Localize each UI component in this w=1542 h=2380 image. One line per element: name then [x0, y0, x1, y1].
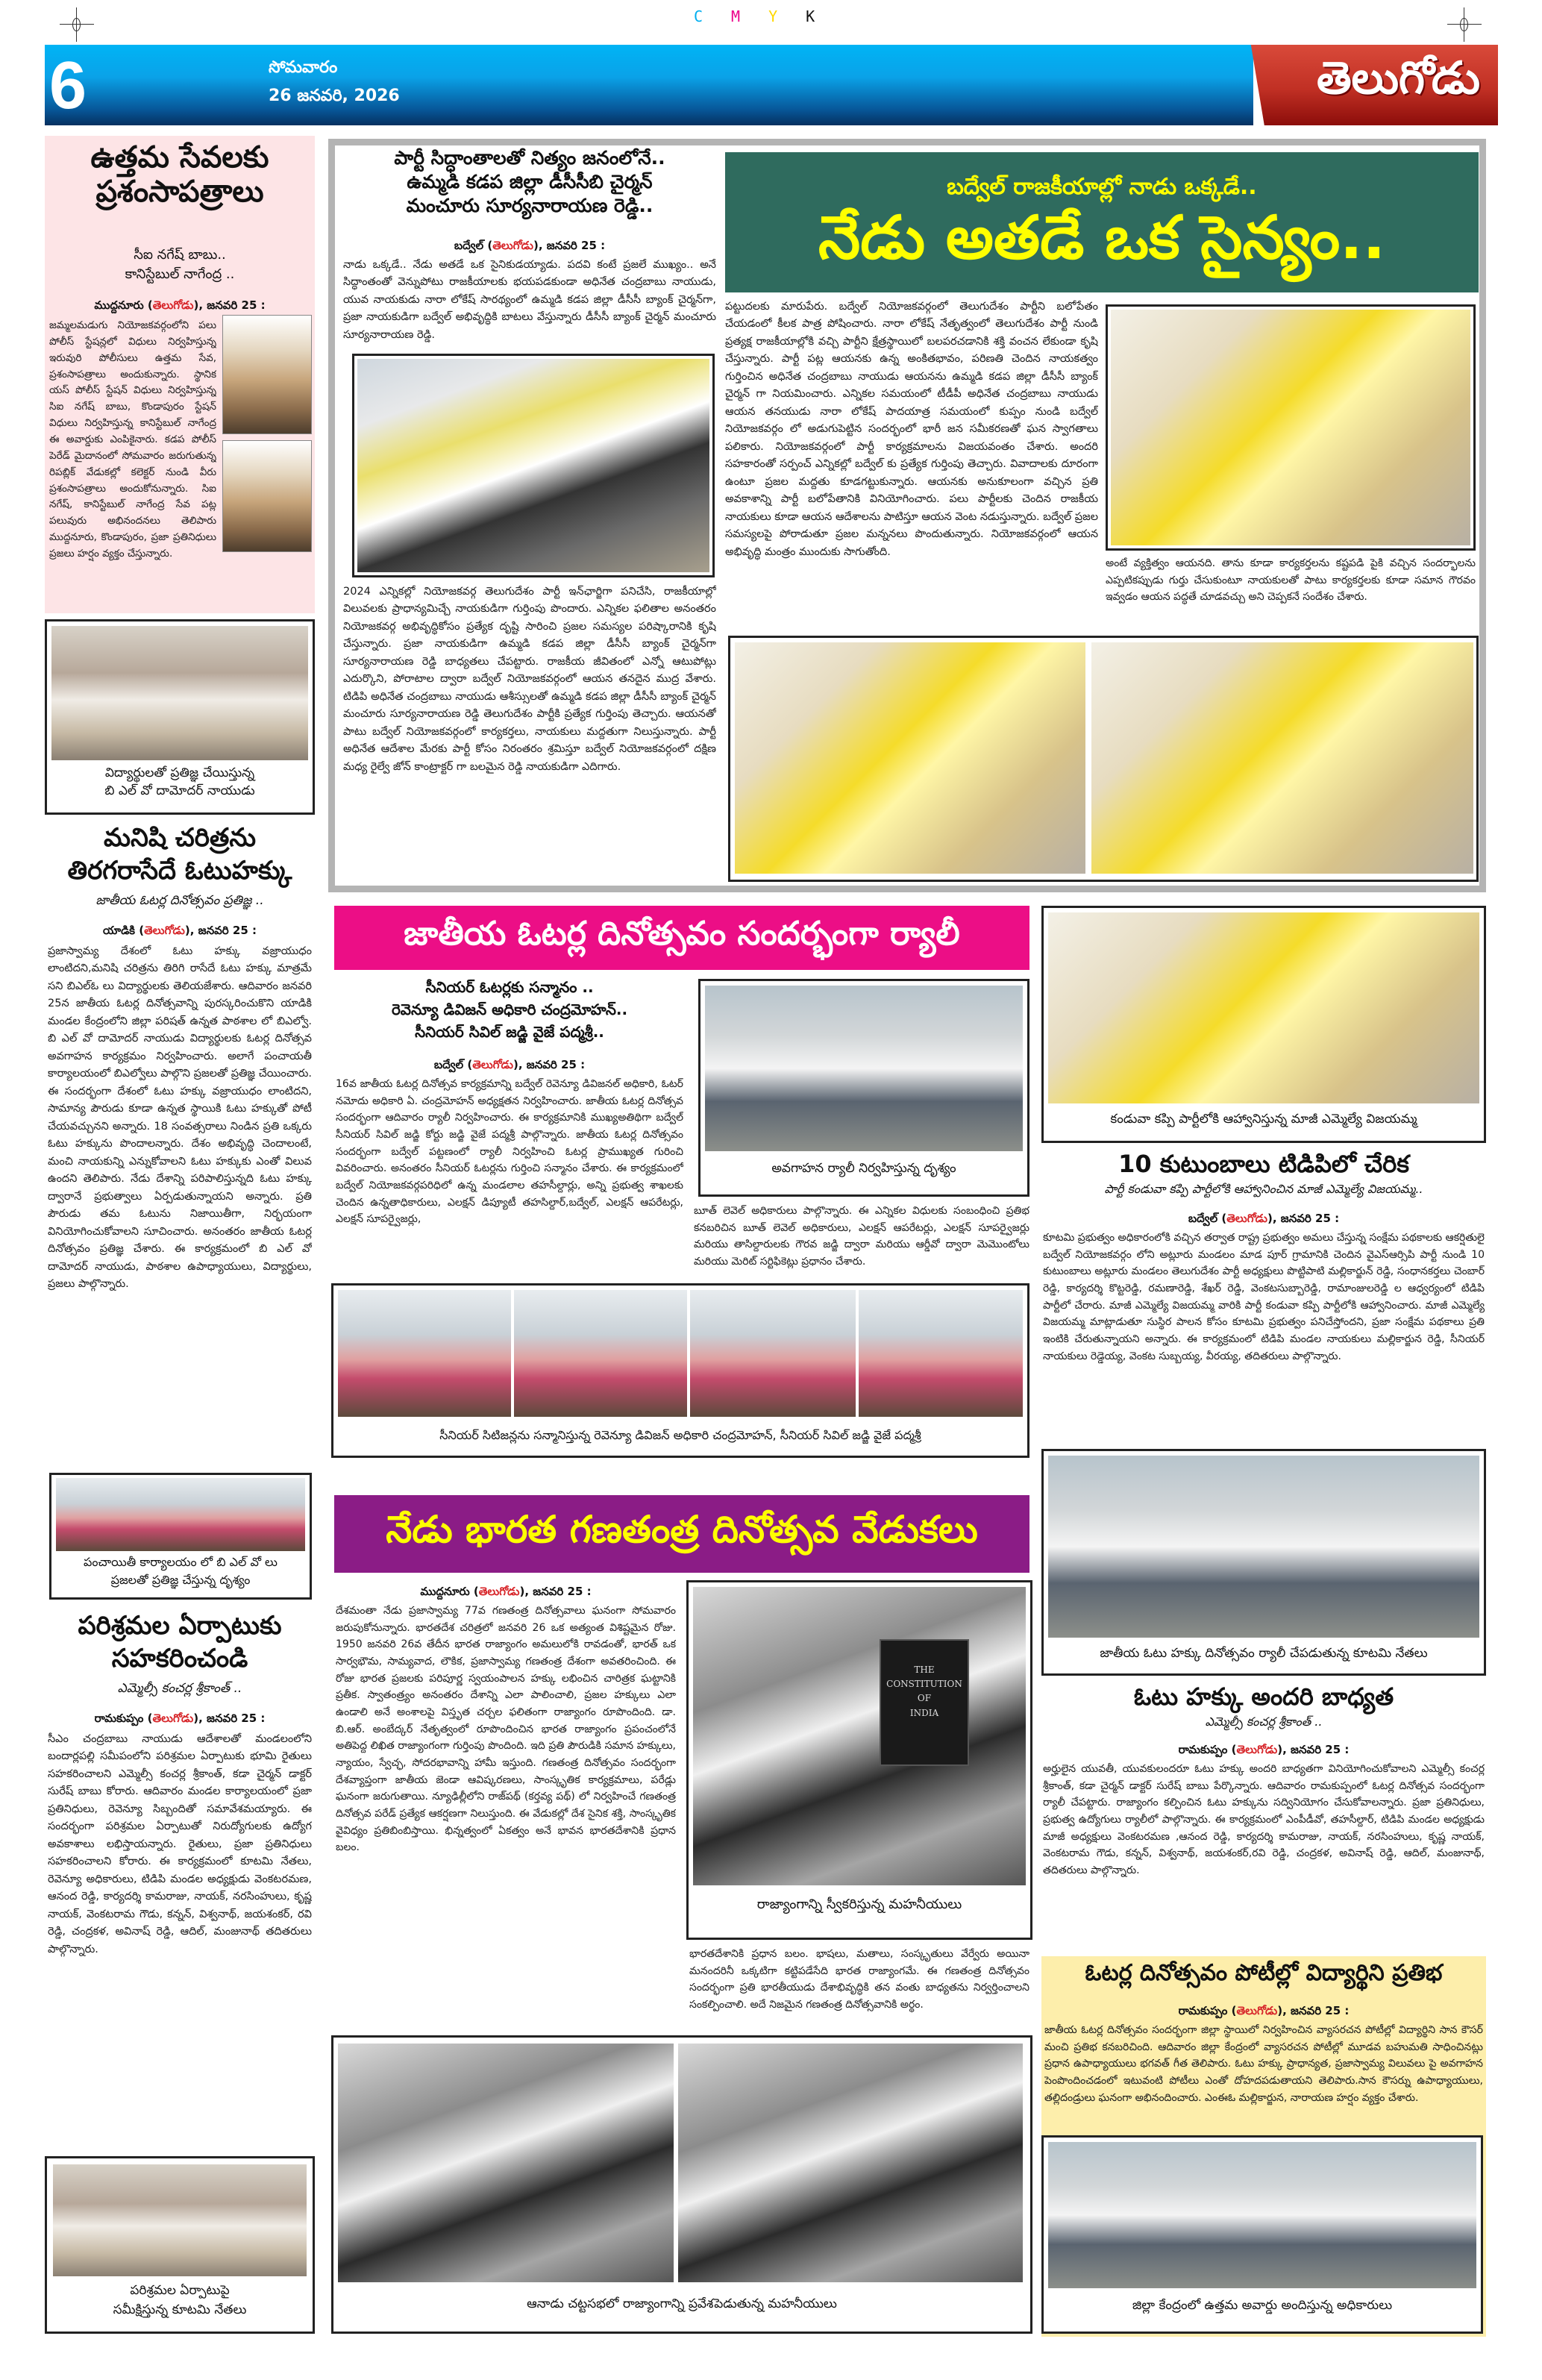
panchayat-pledge-photo	[56, 1478, 305, 1551]
vote-duty-subhead: ఎమ్మెల్సీ కంచర్ల శ్రీకాంత్ ..	[1205, 1714, 1323, 1729]
industries-headline-1: పరిశ్రమల ఏర్పాటుకు	[78, 1611, 282, 1641]
dateline-place: ముద్దనూరు	[94, 298, 144, 312]
dateline-date: జనవరి 25 :	[533, 1585, 592, 1598]
vote-duty-dateline: రామకుప్పం (తెలుగోడు), జనవరి 25 :	[1178, 1743, 1350, 1756]
sainyam-banner	[725, 152, 1479, 292]
dccb-lead: నాడు ఒక్కడే.. నేడు అతడే ఒక సైనికుడయ్యాడు. పదవి కంటే ప్రజలే ముఖ్యం.. అనే సిద్ధాంతంతో వెన్నుపోటు రాజకీయాలకు భయపడకుండా అధినేత చంద్రబాబు నాయుడు, యువ నాయకుడు నారా లోకేష్ సారథ్యంలో ఉమ్మడి కడప జిల్లా డీసీసీ బ్యాంక్ చైర్మన్‌గా, ప్రజా నాయకుడిగా బద్వేల్ అభివృద్ధికి బాటలు వేస్తున్నారు డీసీసీ బ్యాంక్ చైర్మన్ మంచూరు సూర్యనారాయణ రెడ్డి.	[343, 259, 716, 341]
dateline-source: తెలుగోడు	[152, 1712, 194, 1725]
dateline-place: యాడికి	[102, 924, 136, 937]
dateline-date: జనవరి 25 :	[198, 924, 257, 937]
panchayat-caption-1: పంచాయితీ కార్యాలయం లో బి ఎల్ వో లు	[84, 1555, 278, 1569]
sainyam-kicker: బద్వేల్ రాజకీయాల్లో నాడు ఒక్కడే..	[947, 174, 1257, 200]
registration-mark-right	[1447, 7, 1482, 42]
senior-citizen-photo-1	[338, 1290, 511, 1417]
vote-history-body: ప్రజాస్వామ్య దేశంలో ఓటు హక్కు వజ్రాయుధం లాంటిదని,మనిషి చరిత్రను తిరిగి రాసేదే ఓటు హక్కు మాత్రమే సని బిఎల్ఓ లు విద్యార్థులకు తెలియజేశారు. ఆదివారం జనవరి 25న జాతీయ ఓటర్ల దినోత్సవాన్ని పురస్కరించుకొని యాడికి మండల కేంద్రంలోని జిల్లా పరిషత్ ఉన్నత పాఠశాల లో బిఎల్వో. బి ఎల్ వో దామోదర్ నాయుడు విద్యార్థులకు ఓటర్ల దినోత్సవ అవగాహన కార్యక్రమం నిర్వహించారు. అలాగే పంచాయతీ కార్యాలయంలో బిఎల్వోలు పాల్గొని ప్రజలతో ప్రతిజ్ఞ చేయించారు. ఈ సందర్భంగా దేశంలో ఓటు హక్కు వజ్రాయుధం లాంటిదని, సామాన్య పౌరుడు కూడా ఉన్నత స్థాయికి ఓటు హక్కుతో పోటీ చేయవచ్చునని అన్నారు. 18 సంవత్సరాలు నిండిన ప్రతి ఒక్కరు ఓటు హక్కును పొందాలన్నారు. దేశం అభివృద్ధి చెందాలంటే, మంచి నాయకున్ని ఎన్నుకోవాలని ఓటు హక్కుకు ఎంతో విలువ ఉందని తెలిపారు. నేడు దేశాన్ని పరిపాలిస్తున్నది ఓటు హక్కు ద్వారానే ప్రభుత్వాలు ఏర్పడుతున్నాయని అన్నారు. ప్రతి పౌరుడు తమ ఓటును నిజాయితీగా, నిర్భయంగా వినియోగించుకోవాలని సూచించారు. అనంతరం జాతీయ ఓటర్ల దినోత్సవం ప్రతిజ్ఞ చేశారు. ఈ కార్యక్రమంలో బి ఎల్ వో దామోదర్ నాయుడు, పాఠశాల ఉపాధ్యాయులు, విద్యార్థులు, ప్రజలు పాల్గొన్నారు.	[48, 945, 312, 1291]
assembly-photos-box	[331, 2035, 1032, 2334]
dateline-source: తెలుగోడు	[1236, 2004, 1278, 2017]
police-awards-dateline: ముద్దనూరు (తెలుగోడు), జనవరి 25 :	[94, 298, 266, 312]
pledge-caption-2: బి ఎల్ వో దామోదర్ నాయుడు	[104, 783, 255, 798]
dateline-source: తెలుగోడు	[144, 924, 185, 937]
dateline-place: రామకుప్పం	[1178, 1743, 1228, 1756]
student-talent-article	[1041, 1956, 1486, 2337]
student-award-photo-box	[1041, 2135, 1483, 2334]
book-text-constitution: CONSTITUTION	[886, 1679, 962, 1690]
industries-body: సీఎం చంద్రబాబు నాయుడు ఆదేశాలతో మండలంలోని బందార్లపల్లి సమీపంలోని పరిశ్రమల ఏర్పాటుకు భూమి రైతులు సహకరించాలని ఎమ్మెల్సీ కంచర్ల శ్రీకాంత్, కడా చైర్మన్ డాక్టర్ సురేష్ బాబు కోరారు. ఆదివారం మండల కార్యాలయంలో ప్రజా ప్రతినిధులు, రెవెన్యూ సిబ్బందితో సమావేశమయ్యారు. ఈ సందర్భంగా పరిశ్రమల ఏర్పాటుతో నిరుద్యోగులకు ఉద్యోగ అవకాశాలు లభిస్తాయన్నారు. రైతులు, ప్రజా ప్రతినిధులు సహకరించాలని కోరారు. ఈ కార్యక్రమంలో కూటమి నేతలు, రెవెన్యూ అధికారులు, టిడిపి మండల అధ్యక్షుడు వెంకటరమణ, ఆనంద రెడ్డి, కార్యదర్శి కామరాజు, నాయక్, నరసింహులు, కృష్ణ నాయక్, వెంకటరామ గౌడు, కన్నన్, విశ్వనాథ్, జయశంకర్, రవి రెడ్డి, చంద్రకళ, అవినాష్ రెడ్డి, ఆదిల్, మంజునాథ్ తదితరులు పాల్గొన్నారు.	[48, 1733, 312, 1955]
constitution-photo-caption: రాజ్యాంగాన్ని స్వీకరిస్తున్న మహనీయులు	[756, 1897, 962, 1912]
assembly-photo-2	[678, 2044, 1023, 2282]
page-number: 6	[49, 48, 87, 123]
industries-caption-1: పరిశ్రమల ఏర్పాటుపై	[130, 2283, 230, 2298]
party-rally-photo-2	[1091, 642, 1473, 874]
industries-dateline: రామకుప్పం (తెలుగోడు), జనవరి 25 :	[94, 1712, 266, 1725]
tdp-joining-dateline: బద్వేల్ (తెలుగోడు), జనవరి 25 :	[1188, 1212, 1340, 1225]
pledge-caption-1: విద్యార్థులతో ప్రతిజ్ఞ చేయిస్తున్న	[104, 765, 255, 780]
industries-review-photo	[53, 2164, 307, 2276]
book-text-the: THE	[914, 1665, 935, 1675]
party-rally-photo-1	[735, 642, 1085, 874]
chairman-portrait-photo	[1111, 310, 1470, 545]
republic-day-banner: నేడు భారత గణతంత్ర దినోత్సవ వేడుకలు	[334, 1495, 1029, 1573]
tdp-joining-subhead: పార్టీ కండువా కప్పి పార్టీలోకి ఆహ్వానించిన మాజీ ఎమ్మెల్యే విజయమ్మ..	[1104, 1182, 1423, 1196]
sainyam-body: పట్టుదలకు మారుపేరు. బద్వేల్ నియోజకవర్గంలో తెలుగుదేశం పార్టీని బలోపేతం చేయడంలో కీలక పాత్ర పోషించారు. నారా లోకేష్ నేతృత్వంలో తెలుగుదేశం పార్టీ నుండి ప్రత్యక్ష రాజకీయాల్లోకి వచ్చి పార్టీని క్షేత్రస్థాయిలో బలపరచడానికి శక్తి వంచన లేకుండా కృషి చేస్తున్నారు. పార్టీ పట్ల ఆయనకు ఉన్న అంకితభావం, పరిణతి చెందిన నాయకత్వం గుర్తించిన అధినేత చంద్రబాబు నాయుడు ఆయనను ఉమ్మడి కడప జిల్లా డీసీసీ బ్యాంక్ చైర్మన్ గా నియమించారు. ఎన్నికల సమయంలో టీడీపీ అధినేత చంద్రబాబు నాయుడు ఆయన తనయుడు నారా లోకేష్ పాదయాత్ర సమయంలో కుప్పం నుండి బద్వేల్ నియోజకవర్గం లో అడుగుపెట్టిన సందర్భంలో భారీ జన సమీకరణతో ఘన స్వాగతాలు పలికారు. నియోజకవర్గంలో పార్టీ కార్యక్రమాలను విజయవంతం చేశారు. అందరి సహకారంతో సర్పంచ్ ఎన్నికల్లో బద్వేల్ కు ప్రత్యేక గుర్తింపు తెచ్చారు. వివాదాలకు దూరంగా ఉంటూ ప్రజల మద్దతు కూడగట్టుకున్నారు. ఆయనకు అనుకూలంగా వచ్చిన ప్రతి అవకాశాన్ని పార్టీ బలోపేతానికి వినియోగించారు. పలు పార్టీలకు చెందిన రాజకీయ నాయకులు కూడా ఆయన ఆదేశాలను పాటిస్తూ ఆయన వెంట నడుస్తున్నారు. బద్వేల్ ప్రజల సమస్యలపై పోరాడుతూ ప్రజల మన్ననలు పొందుతున్నారు. నియోజకవర్గంలో ఆయన అభివృద్ధి మంత్రం ముందుకు సాగుతోంది.	[725, 301, 1098, 558]
dccb-headline-2: ఉమ్మడి కడప జిల్లా డీసీసీబి చైర్మన్	[407, 171, 653, 192]
dateline-place: ముద్దనూరు	[420, 1585, 470, 1598]
dccb-chairman-rally-photo	[357, 359, 709, 572]
registration-mark-left	[60, 7, 94, 42]
voters-rally-subhead-1: సీనియర్ ఓటర్లకు సన్మానం ..	[425, 978, 594, 996]
tdp-joining-photo	[1048, 912, 1479, 1103]
tdp-joining-headline: 10 కుటుంబాలు టిడిపిలో చేరిక	[1118, 1150, 1409, 1178]
dccb-dateline: బద్వేల్ (తెలుగోడు), జనవరి 25 :	[454, 239, 606, 252]
cmyk-m: M	[731, 7, 769, 25]
republic-day-body-cont: భారతదేశానికి ప్రధాన బలం. భాషలు, మతాలు, సంస్కృతులు వేర్వేరు అయినా మనందరినీ ఒక్కటిగా కట్టిపడేసేది భారత రాజ్యాంగమే. ఈ గణతంత్ర దినోత్సవం సందర్భంగా ప్రతి భారతీయుడు దేశాభివృద్ధికి తన వంతు బాధ్యతను నిర్వర్తించాలని సంకల్పించాలి. అదే నిజమైన గణతంత్ర దినోత్సవానికి అర్థం.	[689, 1948, 1029, 2011]
awareness-rally-photo-box	[698, 979, 1029, 1197]
dateline-date: జనవరి 25 :	[207, 1712, 266, 1725]
student-award-caption: జిల్లా కేంద్రంలో ఉత్తమ అవార్డు అందిస్తున్న అధికారులు	[1132, 2298, 1393, 2313]
panchayat-photo-box	[49, 1473, 312, 1600]
masthead-blue-band	[45, 45, 1253, 125]
police-awards-subhead-1: సీఐ నగేష్ బాబు..	[134, 247, 226, 263]
dateline-place: రామకుప్పం	[1178, 2004, 1228, 2017]
constitution-photo-box	[686, 1580, 1032, 1940]
voters-rally-subhead-3: సీనియర్ సివిల్ జడ్జి వైజే పద్మశ్రీ..	[415, 1023, 604, 1041]
industries-caption-2: సమీక్షిస్తున్న కూటమి నేతలు	[113, 2302, 247, 2317]
senior-citizen-photo-2	[514, 1290, 687, 1417]
dateline-place: బద్వేల్	[1188, 1212, 1218, 1225]
cmyk-y: Y	[768, 7, 806, 25]
republic-day-body: దేశమంతా నేడు ప్రజాస్వామ్య 77వ గణతంత్ర దినోత్సవాలు ఘనంగా సోమవారం జరుపుకోనున్నారు. భారతదేశ చరిత్రలో జనవరి 26 ఒక అత్యంత విశిష్టమైన రోజు. 1950 జనవరి 26వ తేదీన భారత రాజ్యాంగం అమలులోకి రావడంతో, భారత్ ఒక సార్వభౌమ, సామ్యవాద, లౌకిక, ప్రజాస్వామ్య గణతంత్ర దేశంగా అవతరించింది. ఈ రోజు భారత ప్రజలకు పరిపూర్ణ స్వయంపాలన హక్కు లభించిన చారిత్రక ఘట్టానికి ప్రతీక. స్వాతంత్ర్యం అనంతరం దేశాన్ని ఎలా పాలించాలి, ప్రజల హక్కులు ఎలా ఉండాలి అనే అంశాలపై విస్తృత చర్చల ఫలితంగా రాజ్యాంగం రూపొందింది. డా. బి.ఆర్. అంబేద్కర్ నేతృత్వంలో రూపొందించిన భారత రాజ్యాంగం ప్రపంచంలోనే అతిపెద్ద లిఖిత రాజ్యాంగంగా గుర్తింపు పొందింది. ఇది ప్రతి పౌరుడికి సమాన హక్కులు, న్యాయం, స్వేచ్ఛ, సోదరభావాన్ని హామీ ఇస్తుంది. గణతంత్ర దినోత్సవం సందర్భంగా దేశవ్యాప్తంగా జాతీయ జెండా ఆవిష్కరణలు, సాంస్కృతిక కార్యక్రమాలు, పరేడ్లు ఘనంగా జరుగుతాయి. న్యూఢిల్లీలోని రాజ్‌పథ్ (కర్తవ్య పథ్) లో నిర్వహించే గణతంత్ర దినోత్సవ పరేడ్ ప్రత్యేక ఆకర్షణగా నిలుస్తుంది. ఈ వేడుకల్లో దేశ సైనిక శక్తి, సాంస్కృతిక వైవిధ్యం ప్రతిబింబిస్తాయి. భిన్నత్వంలో ఏకత్వం అనే భావన భారతదేశానికి ప్రధాన బలం.	[336, 1605, 676, 1854]
dateline-date: జనవరి 25 :	[207, 298, 266, 312]
dateline-date: జనవరి 25 :	[1280, 1212, 1340, 1225]
tdp-joining-photo-box	[1041, 906, 1486, 1143]
dccb-headline-1: పార్టీ సిద్ధాంతాలతో నిత్యం జనంలోనే..	[394, 147, 665, 169]
sainyam-photo-note: అంటే వ్యక్తిత్వం ఆయనది. తాను కూడా కార్యకర్తలను కష్టపడి పైకి వచ్చిన సందర్భాలను ఎప్పటికప్పుడు గుర్తు చేసుకుంటూ నాయకులతో పాటు కార్యకర్తలకు కూడా సమాన గౌరవం ఇవ్వడం ఆయన పద్ధతే చూడవచ్చు అని చెప్పకనే సందేశం చేశారు.	[1106, 557, 1476, 604]
vote-duty-headline: ఓటు హక్కు అందరి బాధ్యత	[1133, 1682, 1394, 1711]
assembly-photo-1	[338, 2044, 674, 2282]
voters-rally-dateline: బద్వేల్ (తెలుగోడు), జనవరి 25 :	[433, 1058, 586, 1071]
constitution-adoption-photo	[693, 1587, 1026, 1885]
awareness-rally-caption: అవగాహన ర్యాలీ నిర్వహిస్తున్న దృశ్యం	[771, 1161, 956, 1176]
dccb-headline-3: మంచూరు సూర్యనారాయణ రెడ్డి..	[406, 195, 654, 216]
student-talent-dateline: రామకుప్పం (తెలుగోడు), జనవరి 25 :	[1178, 2004, 1350, 2017]
dateline-source: తెలుగోడు	[492, 239, 533, 252]
dccb-body: 2024 ఎన్నికల్లో నియోజకవర్గ తెలుగుదేశం పార్టీ ఇన్‌ఛార్జిగా పనిచేసి, రాజకీయాల్లో విలువలకు ప్రాధాన్యమిచ్చే నాయకుడిగా గుర్తింపు పొందారు. ఎన్నికల ఫలితాల అనంతరం నియోజకవర్గ అభివృద్ధికోసం ప్రత్యేక దృష్టి సారించి ప్రజల సమస్యల పరిష్కారానికి కృషి చేస్తున్నారు. ప్రజా నాయకుడిగా ఉమ్మడి కడప జిల్లా డీసీసీ బ్యాంక్ చైర్మన్‌గా సూర్యనారాయణ రెడ్డి బాధ్యతలు చేపట్టారు. రాజకీయ జీవితంలో ఎన్నో ఆటుపోట్లు ఎదుర్కొని, పోరాటాల ద్వారా బద్వేల్ నియోజకవర్గంలో ఆయన తనదైన ముద్ర వేశారు. టిడిపి అధినేత చంద్రబాబు నాయుడు ఆశీస్సులతో ఉమ్మడి కడప జిల్లా డీసీసీ బ్యాంక్ చైర్మన్ మంచూరు సూర్యనారాయణ రెడ్డి తెలుగుదేశం పార్టీకి ప్రత్యేక గుర్తింపు తెచ్చారు. ఆయనతో పాటు బద్వేల్ నియోజకవర్గంలో కార్యకర్తలు, నాయకులు మద్దతుగా నిలుస్తున్నారు. పార్టీ అధినేత ఆదేశాల మేరకు పార్టీ కోసం నిరంతరం శ్రమిస్తూ బద్వేల్ నియోజకవర్గంలో దక్షిణ మధ్య రైల్వే జోన్ కాంట్రాక్టర్ గా బలమైన రెడ్డి నాయకుడిగా ఎదిగారు.	[343, 586, 716, 773]
voters-rally-banner: జాతీయ ఓటర్ల దినోత్సవం సందర్భంగా ర్యాలీ	[334, 906, 1029, 970]
vote-rally-caption: జాతీయ ఓటు హక్కు దినోత్సవం ర్యాలీ చేపడుతున్న కూటమి నేతలు	[1100, 1646, 1428, 1661]
pledge-photo-box	[45, 619, 315, 815]
sainyam-headline: నేడు అతడే ఒక సైన్యం..	[818, 203, 1385, 272]
industries-subhead: ఎమ్మెల్సీ కంచర్ల శ్రీకాంత్ ..	[117, 1681, 242, 1696]
dateline-source: తెలుగోడు	[478, 1585, 520, 1598]
vote-rally-photo-box	[1041, 1449, 1486, 1676]
police-awards-body: జమ్మలమడుగు నియోజకవర్గంలోని పలు పోలీస్ స్టేషన్లలో విధులు నిర్వహిస్తున్న ఇరువురి పోలీసులు ఉత్తమ సేవ, ప్రశంసాపత్రాలు అందుకున్నారు. స్థానిక యస్ పోలీస్ స్టేషన్ విధులు నిర్వహిస్తున్న సిఐ నగేష్ బాబు, కొండాపురం స్టేషన్ విధులు నిర్వహిస్తున్న కానిస్టేబుల్ నాగేంద్ర ఈ అవార్డుకు ఎంపికైనారు. కడప పోలీస్ పెరేడ్ మైదానంలో సోమవారం జరుగుతున్న రిపబ్లిక్ వేడుకల్లో కలెక్టర్ నుండి వీరు ప్రశంసాపత్రాలు అందుకోనున్నారు. సిఐ నగేష్, కానిస్టేబుల్ నాగేంద్ర సేవ పట్ల పలువురు అభినందనలు తెలిపారు ముద్దనూరు, కొండాపురం, ప్రజా ప్రతినిధులు ప్రజలు హర్షం వ్యక్తం చేస్తున్నారు.	[49, 319, 216, 560]
dccb-rally-photo-box	[352, 354, 715, 577]
republic-day-dateline: ముద్దనూరు (తెలుగోడు), జనవరి 25 :	[420, 1585, 592, 1598]
ci-nagesh-photo	[222, 315, 312, 434]
student-award-photo	[1048, 2142, 1476, 2288]
newspaper-logo: తెలుగోడు	[1317, 52, 1480, 104]
student-pledge-photo	[51, 626, 308, 760]
book-text-of: OF	[917, 1693, 932, 1704]
dateline-source: తెలుగోడు	[1236, 1743, 1278, 1756]
senior-citizen-photo-4	[859, 1290, 1023, 1417]
voters-rally-body: 16వ జాతీయ ఓటర్ల దినోత్సవ కార్యక్రమాన్ని బద్వేల్ రెవెన్యూ డివిజనల్ అధికారి, ఓటర్ నమోదు అధికారి ఏ. చంద్రమోహన్ అధ్యక్షతన నిర్వహించారు. జాతీయ ఓటర్ల దినోత్సవ సందర్భంగా ఆదివారం ర్యాలీ నిర్వహించారు. ఈ కార్యక్రమానికి ముఖ్యఅతిథిగా బద్వేల్ సీనియర్ సివిల్ జడ్జి కోర్టు జడ్జి వైజే పద్మశ్రీ పాల్గొన్నారు. జాతీయ ఓటర్ల దినోత్సవం సందర్భంగా బద్వేల్ పట్టణంలో ర్యాలీ నిర్వహించి ఓటర్ల ప్రాముఖ్యత గురించి వివరించారు. అనంతరం సీనియర్ ఓటర్లను గుర్తించి సన్మానం చేశారు. ఈ కార్యక్రమంలో బద్వేల్ నియోజకవర్గపరిధిలో ఉన్న మండలాల తహసీల్దార్లు, అన్ని ప్రభుత్వ శాఖలకు చెందిన ఉన్నతాధికారులు, ఎలక్షన్ డిప్యూటీ తహసిల్దార్,బద్వేల్, ఎలక్షన్ ఆపరేటర్లు, ఎలక్షన్ సూపర్వైజర్లు,	[336, 1078, 683, 1226]
vote-history-subhead: జాతీయ ఓటర్ల దినోత్సవం ప్రతిజ్ఞ ..	[95, 893, 264, 908]
dateline-date: జనవరి 25 :	[526, 1058, 586, 1071]
vote-duty-body: అర్హులైన యువతీ, యువకులందరూ ఓటు హక్కు అందరి బాధ్యతగా వినియోగించుకోవాలని ఎమ్మెల్సీ కంచర్ల శ్రీకాంత్, కడా చైర్మన్ డాక్టర్ సురేష్ బాబు పేర్కొన్నారు. ఆదివారం రామకుప్పంలో ఓటర్ల దినోత్సవ సందర్భంగా ర్యాలీ చేపట్టారు. రాజ్యాంగం కల్పించిన ఓటు హక్కును సద్వినియోగం చేసుకోవాలన్నారు. ప్రజా ప్రతినిధులు, ప్రభుత్వ ఉద్యోగులు ర్యాలీలో పాల్గొన్నారు. ఈ కార్యక్రమంలో ఎంపీడీవో, తహసీల్దార్, టిడిపి మండల అధ్యక్షుడు మాజీ అధ్యక్షులు వెంకటరమణ ,ఆనంద రెడ్డి, కార్యదర్శి కామరాజు, నాయక్, నరసింహులు, కృష్ణ నాయక్, వెంకటరామ గౌడు, కన్నన్, విశ్వనాథ్, జయశంకర్,రవి రెడ్డి, చంద్రకళ, అవినాష్ రెడ్డి, ఆదిల్, మంజునాథ్, తదితరులు పాల్గొన్నారు.	[1043, 1763, 1485, 1877]
cmyk-c: C	[694, 7, 732, 25]
voters-rally-subhead-2: రెవెన్యూ డివిజన్ అధికారి చంద్రమోహన్..	[391, 1000, 628, 1018]
vote-history-dateline: యాడికి (తెలుగోడు), జనవరి 25 :	[102, 924, 257, 937]
assembly-photos-caption: ఆనాడు చట్టసభలో రాజ్యాంగాన్ని ప్రవేశపెడుతున్న మహనీయులు	[527, 2296, 837, 2311]
masthead-date: 26 జనవరి, 2026	[269, 87, 400, 105]
awareness-rally-photo	[705, 986, 1023, 1151]
sainyam-portrait-box	[1106, 304, 1476, 551]
dateline-date: జనవరి 25 :	[1291, 2004, 1350, 2017]
senior-citizen-photo-3	[690, 1290, 856, 1417]
dateline-place: బద్వేల్	[454, 239, 484, 252]
vote-history-headline-1: మనిషి చరిత్రను	[103, 823, 256, 853]
police-awards-article	[45, 136, 315, 613]
senior-citizens-caption: సీనియర్ సిటిజన్లను సన్మానిస్తున్న రెవెన్యూ డివిజన్ అధికారి చంద్రమోహన్, సీనియర్ సివిల్ జడ్జి వైజే పద్మశ్రీ	[439, 1428, 921, 1442]
dateline-date: జనవరి 25 :	[546, 239, 606, 252]
industries-headline-2: సహకరించండి	[111, 1644, 248, 1673]
tdp-joining-photo-caption: కండువా కప్పి పార్టీలోకి ఆహ్వానిస్తున్న మాజీ ఎమ్మెల్యే విజయమ్మ	[1110, 1112, 1417, 1127]
police-awards-headline: ఉత్తమ సేవలకు ప్రశంసాపత్రాలు	[90, 140, 269, 209]
dateline-date: జనవరి 25 :	[1291, 1743, 1350, 1756]
vote-history-headline-2: తిరగరాసేదే ఓటుహక్కు	[67, 856, 292, 886]
senior-citizens-strip	[331, 1283, 1029, 1458]
dateline-place: రామకుప్పం	[94, 1712, 144, 1725]
panchayat-caption-2: ప్రజలతో ప్రతిజ్ఞ చేస్తున్న దృశ్యం	[110, 1573, 251, 1587]
voters-rally-body-cont: బూత్ లెవెల్ అధికారులు పాల్గొన్నారు. ఈ ఎన్నికల విధులకు సంబంధించి ప్రతిభ కనబరిచిన బూత్ లెవెల్ అధికారులు, ఎలక్షన్ ఆపరేటర్లు, ఎలక్షన్ సూపర్వైజర్లు మరియు తాసిల్దారులకు గౌరవ జడ్జి ద్వారా మరియు ఆర్డీవో ద్వారా మెమొంటోలు మరియు మెరిట్ సర్టిఫికెట్లు ప్రధానం చేశారు.	[694, 1205, 1029, 1268]
cmyk-color-bar	[694, 7, 843, 25]
tdp-joining-body: కూటమి ప్రభుత్వం అధికారంలోకి వచ్చిన తర్వాత రాష్ట్ర ప్రభుత్వం అమలు చేస్తున్న సంక్షేమ పథకాలకు ఆకర్షితులై బద్వేల్ నియోజకవర్గం లోని అట్లూరు మండలం మాడ పూర్ గ్రామానికి చెందిన వైఎస్ఆర్సిపి పార్టీ నుండి 10 కుటుంబాలు అట్లూరు మండలం తెలుగుదేశం పార్టీ అధ్యక్షులు పొట్టిపాటి మల్లికార్జున్ రెడ్డి, సంధానకర్తలు చెంబార్ రెడ్డి, కార్యదర్శి కొట్టరెడ్డి, రమణారెడ్డి, శేఖర్ రెడ్డి, వెంకటసుబ్బారెడ్డి, రామాంజులరెడ్డి ల ఆధ్వర్యంలో టిడిపి పార్టీలో చేరారు. మాజీ ఎమ్మెల్యే విజయమ్మ వారికి పార్టీ కండువా కప్పి పార్టీలోకి ఆహ్వానించారు. మాజీ ఎమ్మెల్యే విజయమ్మ మాట్లాడుతూ సుస్థిర పాలన కోసం కూటమి ప్రభుత్వం పనిచేస్తోందని, ప్రజా సంక్షేమ పథకాలు ప్రతి ఇంటికి చేరుతున్నాయని అన్నారు. ఈ కార్యక్రమంలో టిడిపి మండల నాయకులు మల్లికార్జున రెడ్డి, సీనియర్ నాయకులు రెడ్డెయ్య, వెంకట సుబ్బయ్య, వీరయ్య, తదితరులు పాల్గొన్నారు.	[1043, 1232, 1485, 1362]
dateline-source: తెలుగోడు	[472, 1058, 513, 1071]
vote-rights-rally-photo	[1048, 1456, 1479, 1638]
dateline-place: బద్వేల్	[433, 1058, 464, 1071]
constable-nagendra-photo	[222, 440, 312, 552]
masthead	[45, 45, 1498, 125]
student-talent-headline: ఓటర్ల దినోత్సవం పోటీల్లో విద్యార్థిని ప్రతిభ	[1085, 1960, 1443, 1986]
dateline-source: తెలుగోడు	[1226, 1212, 1267, 1225]
constitution-book	[880, 1639, 969, 1766]
dateline-source: తెలుగోడు	[152, 298, 194, 312]
industries-photo-box	[45, 2156, 315, 2334]
sainyam-photos-box	[728, 636, 1479, 882]
student-talent-body: జాతీయ ఓటర్ల దినోత్సవం సందర్భంగా జిల్లా స్థాయిలో నిర్వహించిన వ్యాసరచన పోటీల్లో విద్యార్థిని సాన కౌసర్ మంచి ప్రతిభ కనబరిచింది. ఆదివారం జిల్లా కేంద్రంలో వ్యాసరచన పోటీల్లో మూడవ బహుమతి సాధించినట్లు ప్రధాన ఉపాధ్యాయులు భగవత్ గీత తెలిపారు. ఓటు హక్కు ప్రాధాన్యత, ప్రజాస్వామ్య విలువలు పై అవగాహన పెంపొందించడంలో ఇటువంటి పోటీలు ఎంతో దోహదపడుతాయని తెలిపారు.సాన కౌసర్ను ఉపాధ్యాయులు, తల్లిదండ్రులు ఘనంగా అభినందించారు. ఎంఈఓ మల్లికార్జున, నారాయణ హర్షం వ్యక్తం చేశారు.	[1044, 2024, 1483, 2104]
book-text-india: INDIA	[909, 1707, 939, 1718]
masthead-day: సోమవారం	[269, 58, 338, 77]
cmyk-k: K	[806, 7, 844, 25]
police-awards-subhead-2: కానిస్టేబుల్ నాగేంద్ర ..	[125, 266, 235, 282]
